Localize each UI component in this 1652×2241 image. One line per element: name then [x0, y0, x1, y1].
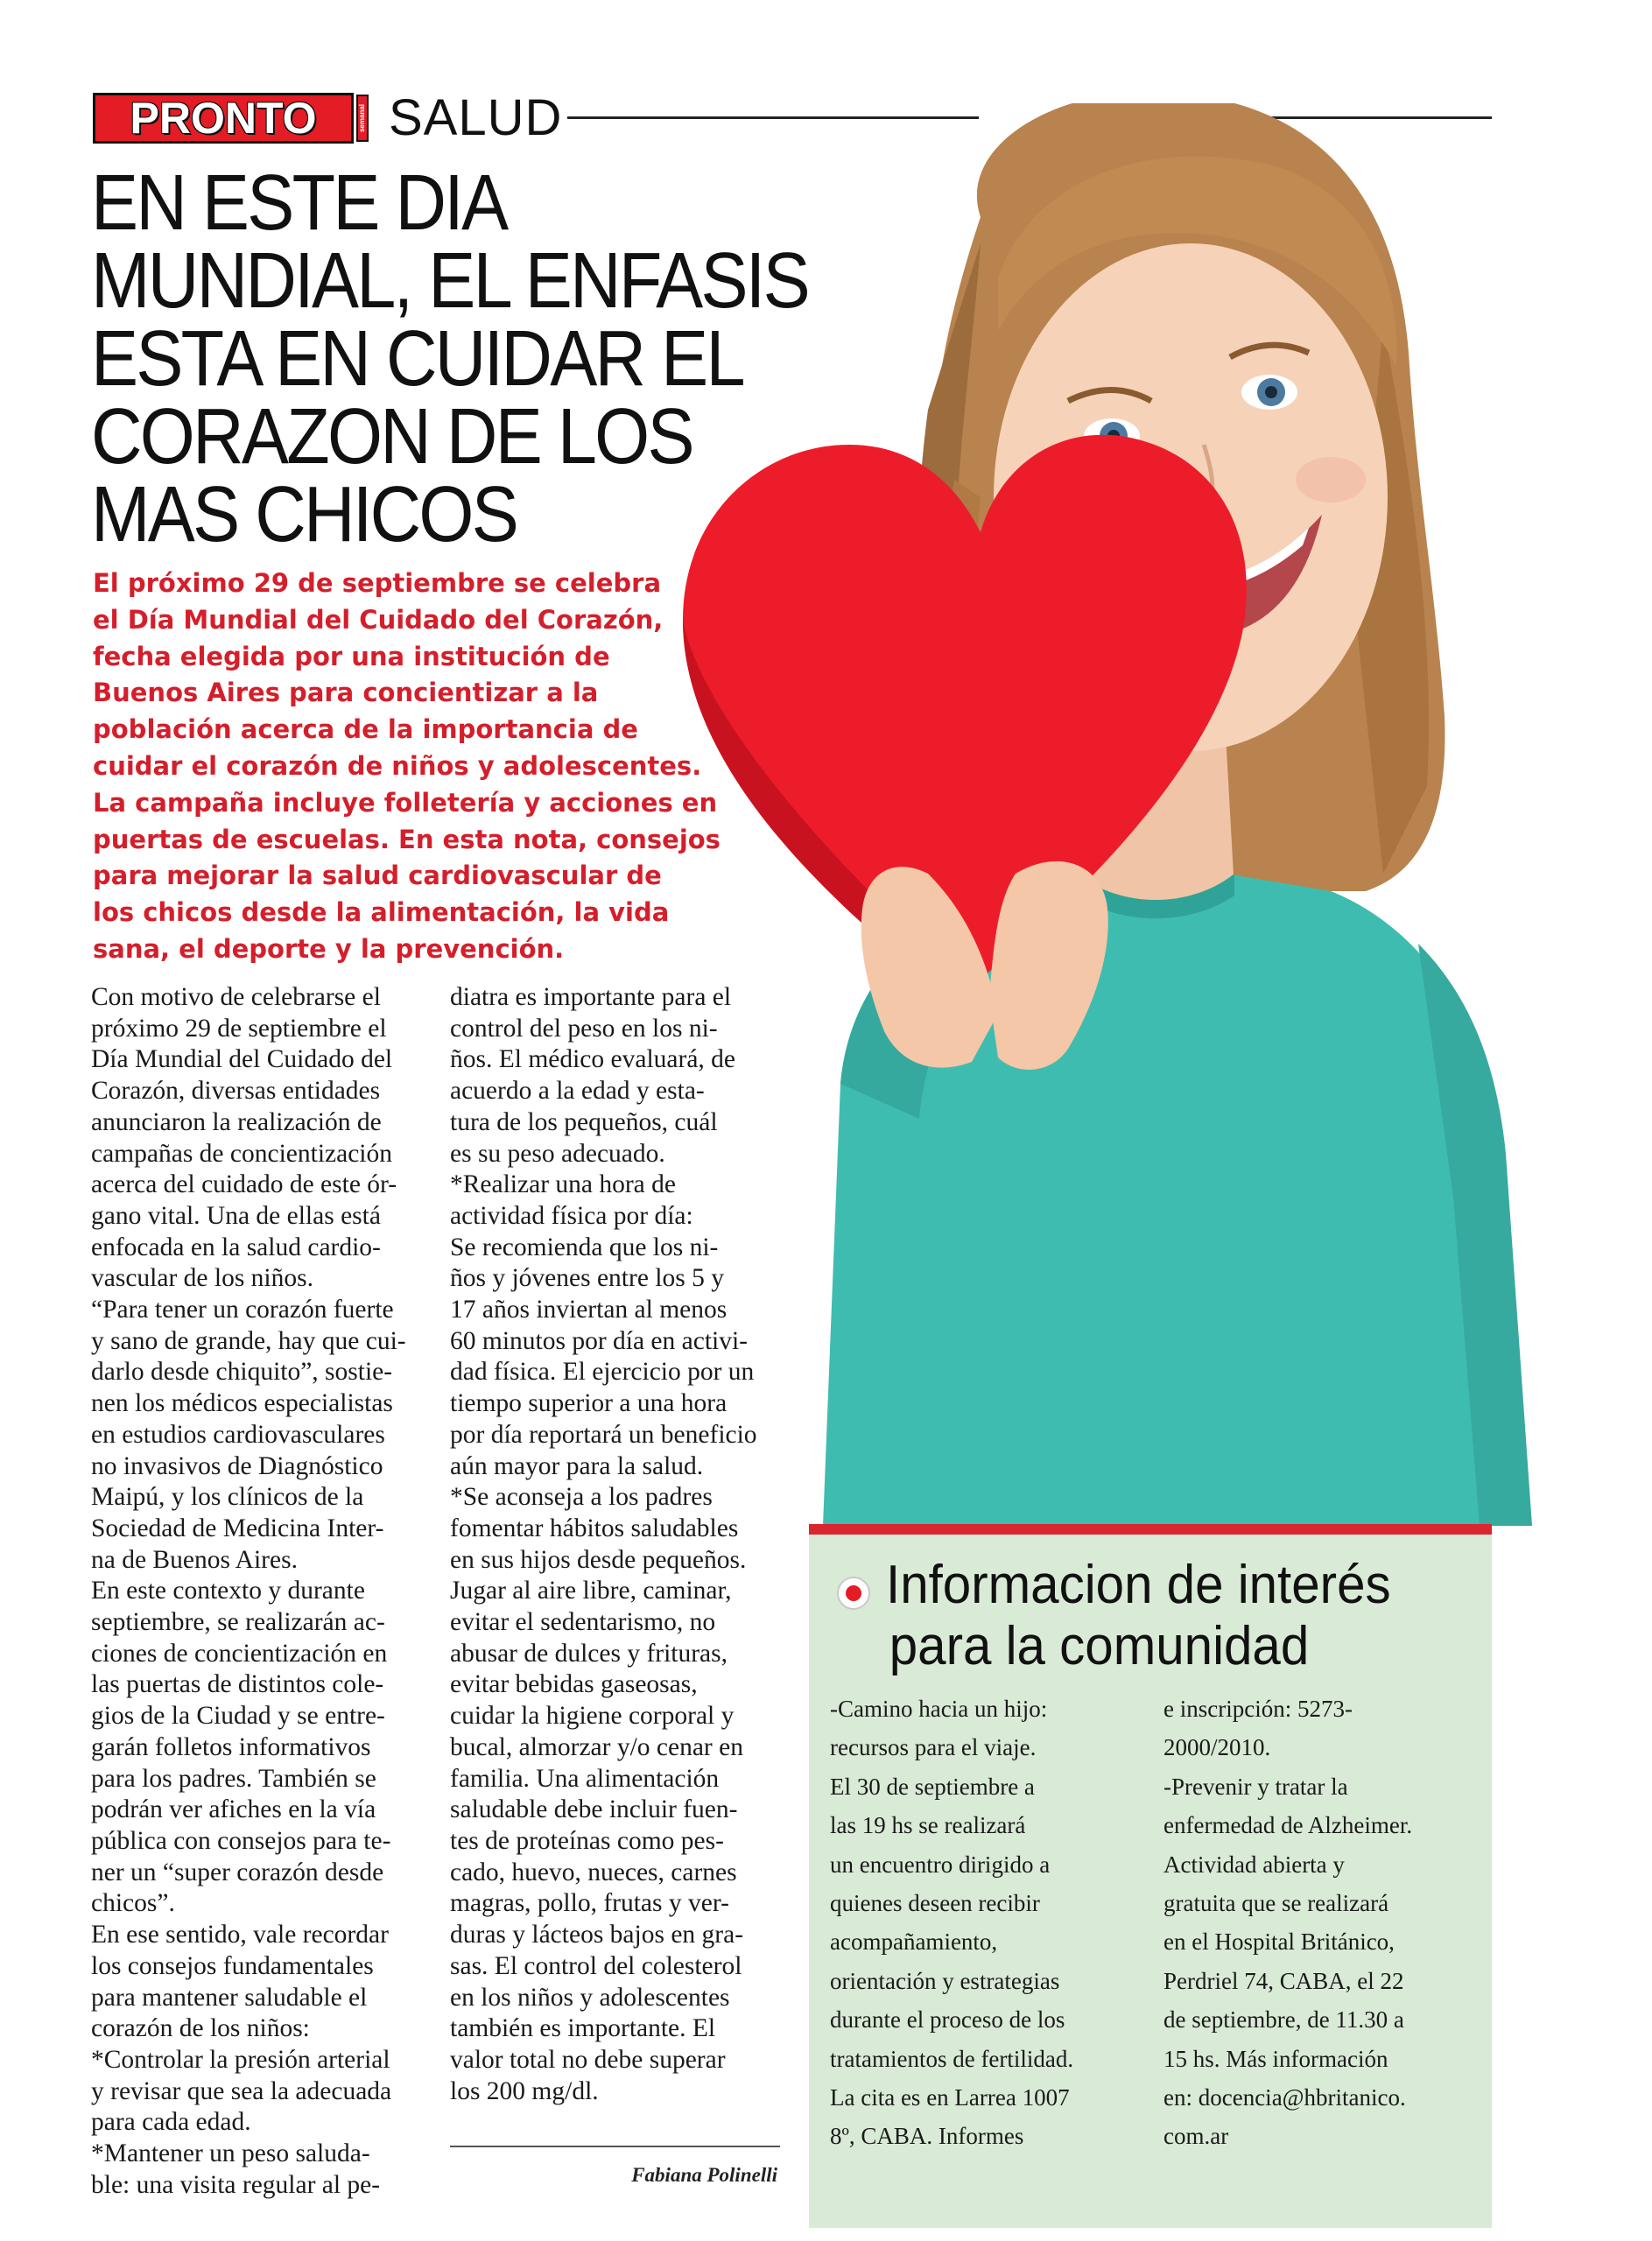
logo-text: PRONTO [130, 94, 317, 143]
text-line: en: docencia@hbritanico. [1163, 2084, 1406, 2111]
text-line: campañas de concientización [91, 1139, 392, 1168]
text-line: duras y lácteos bajos en gra- [450, 1921, 744, 1949]
headline [91, 159, 808, 558]
lead-line: puertas de escuelas. En esta nota, consejos [93, 824, 721, 854]
text-line: Perdriel 74, CABA, el 22 [1163, 1967, 1404, 1994]
text-line: 2000/2010. [1163, 1734, 1271, 1761]
lead-paragraph [93, 566, 723, 968]
info-title-line: para la comunidad [889, 1616, 1310, 1676]
text-line: actividad física por día: [450, 1201, 693, 1230]
text-line: corazón de los niños: [91, 2014, 310, 2043]
text-line: saludable debe incluir fuen- [450, 1795, 738, 1824]
headline-line: MUNDIAL, EL ENFASIS [91, 237, 808, 325]
text-line: septiembre, se realizarán ac- [91, 1608, 385, 1637]
text-line: Maipú, y los clínicos de la [91, 1483, 364, 1512]
lead-line: el Día Mundial del Cuidado del Corazón, [93, 604, 664, 635]
text-line: por día reportará un beneficio [450, 1420, 757, 1449]
text-line: El 30 de septiembre a [830, 1773, 1035, 1800]
text-line: en sus hijos desde pequeños. [450, 1545, 747, 1574]
text-line: ños. El médico evaluará, de [450, 1045, 736, 1074]
text-line: darlo desde chiquito”, sostie- [91, 1358, 393, 1387]
text-line: Jugar al aire libre, caminar, [450, 1577, 732, 1605]
text-line: 17 años inviertan al menos [450, 1296, 728, 1324]
text-line: enfermedad de Alzheimer. [1163, 1812, 1413, 1839]
text-line: es su peso adecuado. [450, 1139, 665, 1168]
text-line: Actividad abierta y [1163, 1851, 1345, 1878]
text-line: durante el proceso de los [830, 2006, 1065, 2034]
text-line: de septiembre, de 11.30 a [1163, 2006, 1404, 2034]
text-line: Sociedad de Medicina Inter- [91, 1514, 384, 1542]
text-line: los consejos fundamentales [91, 1951, 374, 1980]
bullet-icon [836, 1576, 871, 1611]
headline-line: ESTA EN CUIDAR EL [91, 315, 743, 403]
body-column-1 [91, 982, 419, 2201]
text-line: chicos”. [91, 1889, 175, 1918]
text-line: Corazón, diversas entidades [91, 1077, 381, 1106]
headline-line: MAS CHICOS [91, 471, 517, 558]
text-line: y revisar que sea la adecuada [91, 2076, 392, 2105]
pronto-logo [93, 93, 354, 144]
text-line: Con motivo de celebrarse el [91, 983, 381, 1011]
text-line: bucal, almorzar y/o cenar en [450, 1732, 743, 1761]
text-line: en el Hospital Británico, [1163, 1928, 1395, 1956]
text-line: e inscripción: 5273- [1163, 1696, 1353, 1722]
text-line: gratuita que se realizará [1163, 1890, 1389, 1917]
text-line: para cada edad. [91, 2108, 251, 2137]
text-line: 8º, CABA. Informes [830, 2123, 1024, 2150]
text-line: fomentar hábitos saludables [450, 1514, 739, 1542]
text-line: un encuentro dirigido a [830, 1851, 1051, 1878]
text-line: Día Mundial del Cuidado del [91, 1045, 393, 1074]
text-line: *Realizar una hora de [450, 1170, 676, 1199]
text-line: cuidar la higiene corporal y [450, 1702, 735, 1731]
text-line: *Controlar la presión arterial [91, 2045, 390, 2074]
text-line: dad física. El ejercicio por un [450, 1358, 755, 1387]
text-line: 60 minutos por día en activi- [450, 1326, 748, 1355]
text-line: en estudios cardiovasculares [91, 1420, 385, 1449]
byline-rule [450, 2146, 780, 2147]
text-line: ciones de concientización en [91, 1639, 388, 1668]
text-line: En ese sentido, vale recordar [91, 1921, 389, 1949]
text-line: *Mantener un peso saluda- [91, 2139, 370, 2168]
text-line: control del peso en los ni- [450, 1014, 718, 1043]
text-line: garán folletos informativos [91, 1732, 371, 1761]
text-line: -Prevenir y tratar la [1163, 1773, 1348, 1800]
text-line: -Camino hacia un hijo: [830, 1696, 1048, 1722]
body-column-2 [450, 982, 778, 2107]
headline-line: EN ESTE DIA [91, 159, 507, 247]
text-line: anunciaron la realización de [91, 1107, 382, 1136]
author-byline: Fabiana Polinelli [631, 2164, 777, 2186]
text-line: tiempo superior a una hora [450, 1389, 728, 1418]
text-line: gano vital. Una de ellas está [91, 1201, 381, 1230]
lead-line: para mejorar la salud cardiovascular de [93, 861, 662, 891]
text-line: En este contexto y durante [91, 1577, 365, 1605]
info-box-top-bar [809, 1524, 1492, 1535]
text-line: recursos para el viaje. [830, 1734, 1037, 1761]
info-title-line: Informacion de interés [886, 1555, 1391, 1615]
text-line: com.ar [1163, 2123, 1229, 2150]
text-line: los 200 mg/dl. [450, 2076, 599, 2105]
text-line: vascular de los niños. [91, 1264, 313, 1293]
info-box-title [886, 1555, 1454, 1677]
text-line: aún mayor para la salud. [450, 1451, 704, 1480]
text-line: ner un “super corazón desde [91, 1858, 384, 1886]
logo-subtitle-text: semanal [358, 103, 366, 133]
text-line: sas. El control del colesterol [450, 1951, 742, 1980]
text-line: ños y jóvenes entre los 5 y [450, 1264, 724, 1293]
lead-line: sana, el deporte y la prevención. [93, 933, 565, 964]
text-line: *Se aconseja a los padres [450, 1483, 713, 1512]
text-line: no invasivos de Diagnóstico [91, 1451, 383, 1480]
text-line: evitar el sedentarismo, no [450, 1608, 716, 1637]
text-line: en los niños y adolescentes [450, 1983, 730, 2012]
girl-with-heart-photo [665, 103, 1646, 1526]
text-line: también es importante. El [450, 2014, 716, 2043]
text-line: valor total no debe superar [450, 2045, 726, 2074]
text-line: familia. Una alimentación [450, 1764, 720, 1793]
text-line: para los padres. También se [91, 1764, 376, 1793]
headline-line: CORAZON DE LOS [91, 393, 692, 481]
text-line: quienes deseen recibir [830, 1890, 1040, 1917]
text-line: tratamientos de fertilidad. [830, 2045, 1074, 2072]
text-line: nen los médicos especialistas [91, 1389, 393, 1418]
text-line: acerca del cuidado de este ór- [91, 1170, 397, 1199]
lead-line: los chicos desde la alimentación, la vida [93, 897, 670, 928]
lead-line: fecha elegida por una institución de [93, 641, 610, 671]
text-line: cado, huevo, nueces, carnes [450, 1858, 737, 1886]
lead-line: cuidar el corazón de niños y adolescentes. [93, 750, 702, 781]
text-line: tes de proteínas como pes- [450, 1826, 724, 1855]
text-line: na de Buenos Aires. [91, 1545, 298, 1574]
text-line: acuerdo a la edad y esta- [450, 1077, 705, 1106]
logo-subtitle [356, 95, 369, 142]
lead-line: población acerca de la importancia de [93, 714, 638, 745]
text-line: diatra es importante para el [450, 983, 732, 1011]
info-column-2 [1163, 1690, 1470, 2156]
text-line: tura de los pequeños, cuál [450, 1107, 718, 1136]
text-line: “Para tener un corazón fuerte [91, 1296, 394, 1324]
text-line: las puertas de distintos cole- [91, 1670, 384, 1699]
lead-line: Buenos Aires para concientizar a la [93, 678, 599, 708]
text-line: magras, pollo, frutas y ver- [450, 1889, 729, 1918]
text-line: podrán ver afiches en la vía [91, 1795, 376, 1824]
text-line: para mantener saludable el [91, 1983, 368, 2012]
text-line: La cita es en Larrea 1007 [830, 2084, 1070, 2111]
text-line: gios de la Ciudad y se entre- [91, 1702, 385, 1731]
text-line: pública con consejos para te- [91, 1826, 391, 1855]
text-line: 15 hs. Más información [1163, 2045, 1388, 2072]
info-column-1 [830, 1690, 1128, 2156]
text-line: abusar de dulces y frituras, [450, 1639, 728, 1668]
text-line: evitar bebidas gaseosas, [450, 1670, 698, 1699]
text-line: ble: una visita regular al pe- [91, 2170, 381, 2199]
text-line: próximo 29 de septiembre el [91, 1014, 387, 1043]
text-line: orientación y estrategias [830, 1967, 1060, 1994]
text-line: y sano de grande, hay que cui- [91, 1326, 406, 1355]
text-line: enfocada en la salud cardio- [91, 1233, 381, 1261]
text-line: acompañamiento, [830, 1928, 998, 1956]
section-label: SALUD [389, 89, 563, 146]
text-line: las 19 hs se realizará [830, 1812, 1026, 1839]
lead-line: El próximo 29 de septiembre se celebra [93, 568, 662, 598]
lead-line: La campaña incluye folletería y acciones en [93, 787, 718, 818]
text-line: Se recomienda que los ni- [450, 1233, 719, 1261]
